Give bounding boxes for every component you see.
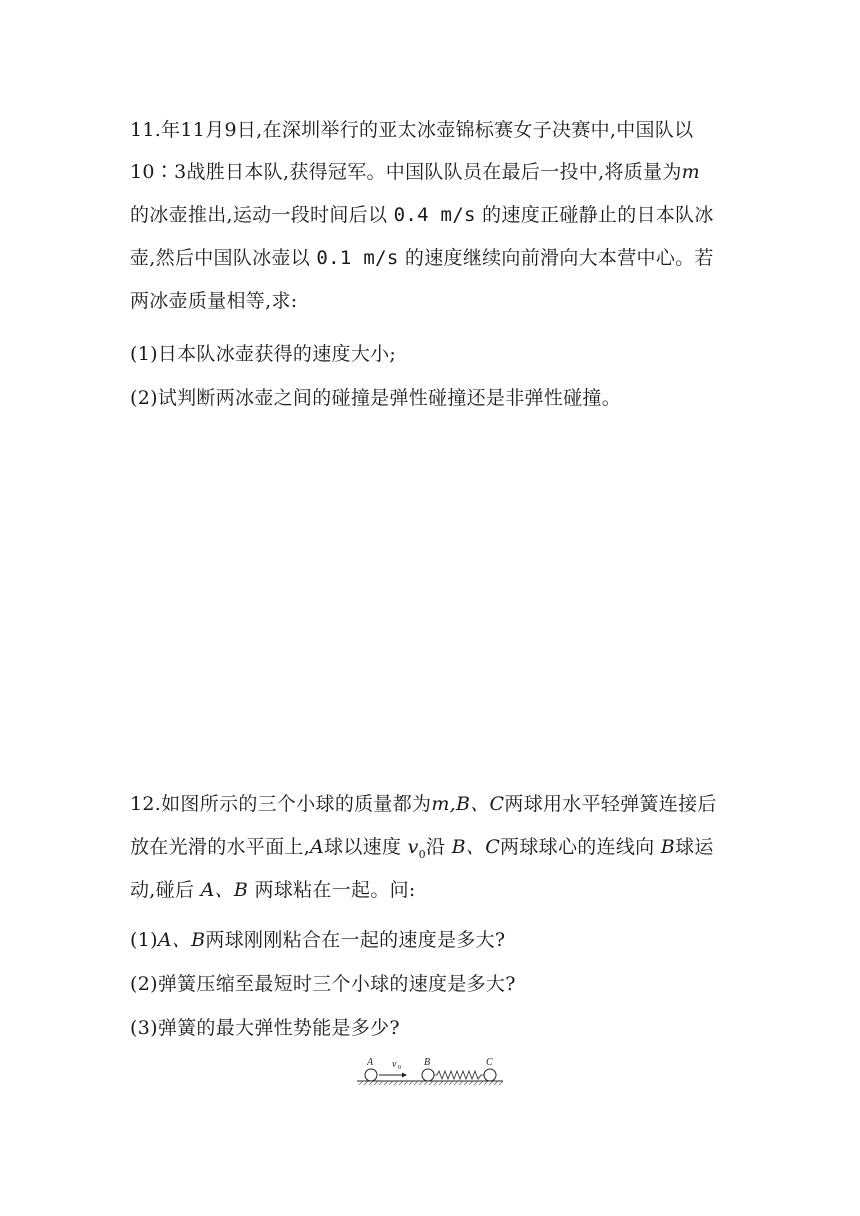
q11-line-3-text-a: 的冰壶推出,运动一段时间后以 — [130, 204, 388, 226]
q12-sub-1-var: A、B — [157, 929, 206, 951]
q12-line-3 — [130, 878, 416, 902]
q12-line-1-var: m,B、C — [431, 793, 505, 815]
collision-figure — [355, 1055, 505, 1095]
q11-line-3-text-b: 的速度正碰静止的日本队冰 — [482, 204, 714, 226]
q12-line-2-var-b: B — [660, 836, 676, 858]
q11-line-2 — [130, 160, 700, 184]
figure-label-a: A — [367, 1057, 374, 1068]
q11-speed-1: 0.4 m/s — [393, 204, 476, 226]
q12-sub-1 — [130, 928, 505, 952]
q12-velocity-symbol: v — [407, 836, 419, 858]
figure-label-c: C — [486, 1057, 493, 1068]
ball-b — [422, 1069, 434, 1081]
q12-line-2 — [130, 835, 714, 867]
q12-line-1 — [130, 792, 717, 816]
q12-line-2-text-e: 球运 — [675, 836, 714, 858]
q11-speed-2: 0.1 m/s — [316, 247, 399, 269]
q12-line-2-text-a: 放在光滑的水平面上, — [130, 836, 311, 858]
q11-line-3 — [130, 203, 714, 227]
q12-line-2-text-b: 球以速度 — [324, 836, 402, 858]
figure-label-v-sub: 0 — [398, 1065, 401, 1071]
q11-line-4-text-a: 壶,然后中国队冰壶以 — [130, 247, 311, 269]
figure-label-v: v — [392, 1059, 397, 1070]
q12-line-3-text-b: 两球粘在一起。问: — [254, 879, 416, 901]
q11-line-2-text: 10∶3战胜日本队,获得冠军。中国队队员在最后一投中,将质量为 — [130, 161, 682, 183]
ball-c — [484, 1069, 496, 1081]
q12-line-1-text-a: 12.如图所示的三个小球的质量都为 — [130, 793, 432, 815]
q12-line-3-text-a: 动,碰后 — [130, 879, 195, 901]
q12-line-1-text-b: 两球用水平轻弹簧连接后 — [504, 793, 717, 815]
q12-line-2-text-c: 沿 — [425, 836, 446, 858]
q12-sub-2: (2)弹簧压缩至最短时三个小球的速度是多大? — [130, 973, 516, 995]
q11-sub-2: (2)试判断两冰壶之间的碰撞是弹性碰撞还是非弹性碰撞。 — [130, 387, 622, 409]
q11-line-4 — [130, 246, 714, 270]
velocity-arrow-head — [402, 1073, 407, 1078]
ground-hatch — [359, 1081, 503, 1085]
q11-line-4-text-b: 的速度继续向前滑向大本营中心。若 — [404, 247, 714, 269]
spring — [434, 1071, 484, 1079]
q11-sub-1: (1)日本队冰壶获得的速度大小; — [130, 343, 397, 365]
q12-sub-3: (3)弹簧的最大弹性势能是多少? — [130, 1017, 400, 1039]
q11-line-1: 11.年11月9日,在深圳举行的亚太冰壶锦标赛女子决赛中,中国队以 — [130, 119, 694, 141]
q11-mass-var: m — [681, 161, 700, 183]
ball-a — [365, 1069, 377, 1081]
q12-sub-1-text: 两球刚刚粘合在一起的速度是多大? — [205, 929, 506, 951]
q12-line-3-var: A、B — [200, 879, 249, 901]
q11-line-5: 两冰壶质量相等,求: — [130, 290, 298, 312]
q12-line-2-var-a: A — [310, 836, 325, 858]
q12-velocity-subscript: 0 — [418, 847, 426, 861]
figure-label-b: B — [424, 1057, 431, 1068]
q12-sub-1-num: (1) — [130, 929, 158, 951]
q12-line-2-var-bc: B、C — [451, 836, 501, 858]
q12-line-2-text-d: 两球球心的连线向 — [500, 836, 655, 858]
